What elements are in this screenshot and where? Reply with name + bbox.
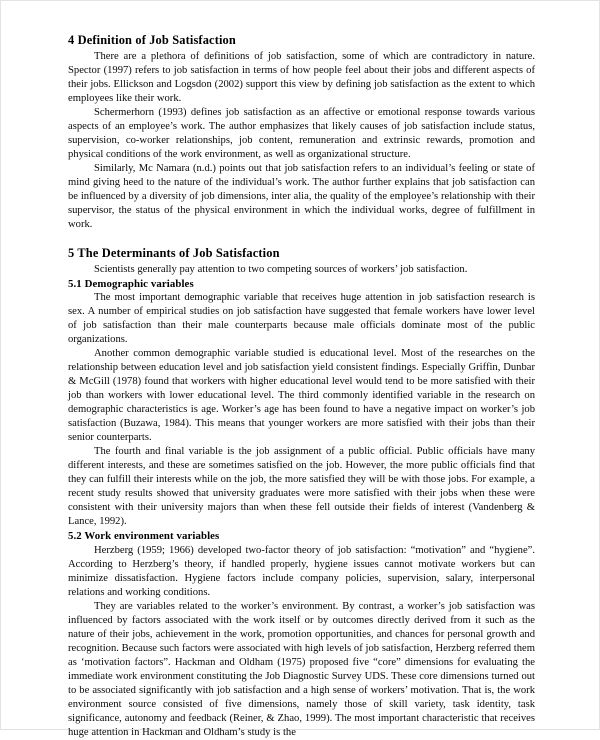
paragraph: Scientists generally pay attention to two competing sources of workers’ job satisfaction. <box>94 263 468 275</box>
paragraph: The most important demographic variable that receives huge attention in job satisfaction research is sex. A number of empirical studies on job satisfaction have suggested that female workers have lower level of job satisfaction than their male counterparts because male officials dominate most of the public organizations. <box>68 291 535 345</box>
paragraph: They are variables related to the worker’s environment. By contrast, a worker’s job satisfaction was influenced by factors associated with the work itself or by outcomes directly derived from it such as the nature of their jobs, achievement in the work, promotion opportunities, and chances for personal growth and recognition. Because such factors were associated with high levels of job satisfaction, Herzberg referred them as ‘motivation factors”. Hackman and Oldham (1975) proposed five “core” dimensions for evaluating the immediate work environment constituting the Job Diagnostic Survey UDS. These core dimensions turned out to be associated significantly with job satisfaction and a high sense of workers’ motivation. That is, the work environment source consisted of five dimensions, namely those of skill variety, task identity, task significance, autonomy and feedback (Reiner, & Zhao, 1999). The most important characteristic that receives huge attention in Hackman and Oldham’s study is the <box>68 600 535 739</box>
section-heading-5: 5 The Determinants of Job Satisfaction <box>68 246 280 261</box>
paragraph: Another common demographic variable studied is educational level. Most of the researches on the relationship between education level and job satisfaction yield consistent findings. Especially Griffin, Dunbar & McGill (1978) found that workers with higher educational level would tend to be more satisfied with their job than workers with lower educational level. The third commonly identified variable in the research on demographic characteristics is age. Worker’s age has been found to have a negative impact on worker’s job satisfaction (Buzawa, 1984). This means that younger workers are more satisfied with their jobs than their senior counterparts. <box>68 347 535 444</box>
paragraph: Schermerhorn (1993) defines job satisfaction as an affective or emotional response towards various aspects of an employee’s work. The author emphasizes that likely causes of job satisfaction include status, supervision, co-worker relationships, job content, remuneration and extrinsic rewards, promotion and physical conditions of the work environment, as well as organizational structure. <box>68 106 535 160</box>
paragraph: There are a plethora of definitions of job satisfaction, some of which are contradictory in nature. Spector (1997) refers to job satisfaction in terms of how people feel about their jobs and different aspects of their jobs. Ellickson and Logsdon (2002) support this view by defining job satisfaction as the extent to which employees like their work. <box>68 50 535 104</box>
section-heading-4: 4 Definition of Job Satisfaction <box>68 33 236 47</box>
document-body <box>68 33 535 740</box>
paragraph: Herzberg (1959; 1966) developed two-factor theory of job satisfaction: “motivation” and “hygiene”. According to Herzberg’s theory, if handled properly, hygiene issues cannot motivate workers but can minimize dissatisfaction. Hygiene factors include company policies, supervision, salary, interpersonal relations and working conditions. <box>68 544 535 598</box>
subsection-heading-5-2: 5.2 Work environment variables <box>68 530 220 543</box>
paragraph: Similarly, Mc Namara (n.d.) points out that job satisfaction refers to an individual’s feeling or state of mind giving heed to the nature of the individual’s work. The author further explains that job satisfaction can be influenced by a diversity of job dimensions, inter alia, the quality of the employee’s relationship with their supervisor, the status of the physical environment in which the individual works, degree of fulfillment in work. <box>68 162 535 231</box>
subsection-heading-5-1: 5.1 Demographic variables <box>68 277 194 290</box>
paragraph: The fourth and final variable is the job assignment of a public official. Public officials have many different interests, and these are sometimes satisfied on the job. However, the more public officials find that they can fulfill their interests while on the job, the more satisfied they will be with those jobs. For example, a recent study results showed that university graduates were more satisfied with their jobs when these were consistent with their university majors than when these fell outside their fields of interest (Vandenberg & Lance, 1992). <box>68 446 535 528</box>
